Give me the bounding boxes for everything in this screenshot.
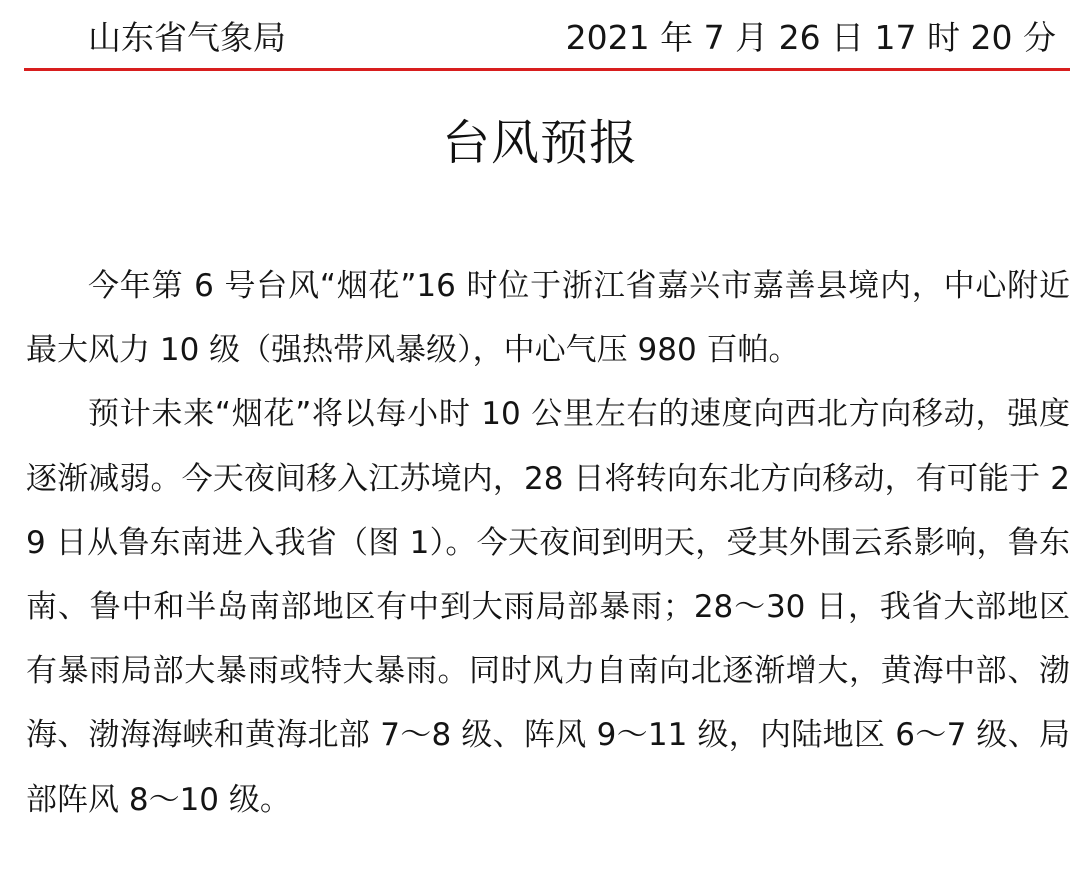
document-body [26,254,1070,832]
issue-datetime: 2021 年 7 月 26 日 17 时 20 分 [565,18,1056,57]
red-divider-line [24,68,1070,71]
paragraph-current-status: 今年第 6 号台风“烟花”16 时位于浙江省嘉兴市嘉善县境内，中心附近最大风力 10 级（强热带风暴级），中心气压 980 百帕。 [26,268,1070,369]
paragraph-forecast: 预计未来“烟花”将以每小时 10 公里左右的速度向西北方向移动，强度逐渐减弱。今天夜间移入江苏境内，28 日将转向东北方向移动，有可能于 29 日从鲁东南进入我省（图 1）。今天夜间到明天，受其外围云系影响，鲁东南、鲁中和半岛南部地区有中到大雨局部暴雨；28～30 日，我省大部地区有暴雨局部大暴雨或特大暴雨。同时风力自南向北逐渐增大，黄海中部、渤海、渤海海峡和黄海北部 7～8 级、阵风 9～11 级，内陆地区 6～7 级、局部阵风 8～10 级。 [26,396,1070,818]
document-title: 台风预报 [441,115,638,171]
issuing-agency: 山东省气象局 [88,18,286,57]
document-header [0,0,1080,70]
